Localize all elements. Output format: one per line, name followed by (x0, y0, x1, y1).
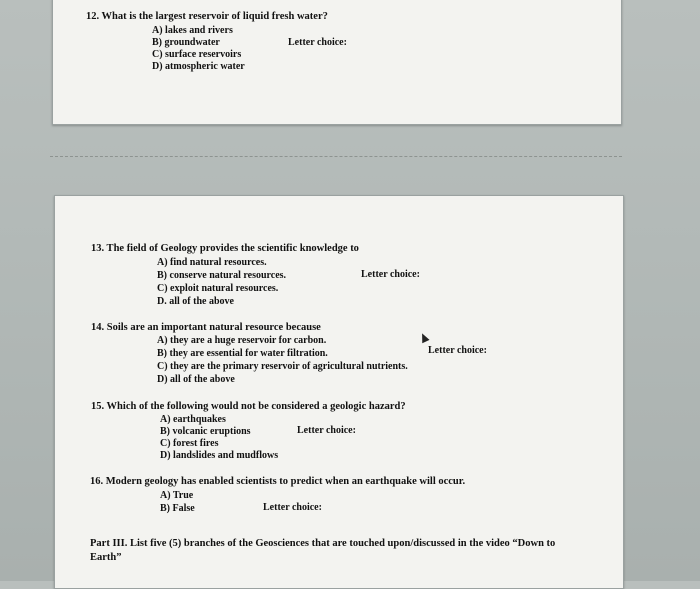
q12-option-a: A) lakes and rivers (152, 25, 233, 36)
q13-option-b: B) conserve natural resources. (157, 270, 287, 281)
q14-option-a: A) they are a huge reservoir for carbon. (157, 335, 327, 346)
q14-question: 14. Soils are an important natural resource because (91, 322, 321, 333)
page-separator (50, 156, 622, 157)
q12-option-b: B) groundwater (152, 37, 220, 48)
q14-letter-choice: Letter choice: (428, 345, 487, 356)
q12-option-c: C) surface reservoirs (152, 49, 242, 60)
q16-question: 16. Modern geology has enabled scientists to predict when an earthquake will occur. (90, 476, 466, 487)
q12-letter-choice: Letter choice: (288, 37, 347, 48)
q13-question: 13. The field of Geology provides the scientific knowledge to (91, 243, 359, 254)
q15-option-b: B) volcanic eruptions (160, 426, 251, 437)
q16-option-b: B) False (160, 503, 195, 514)
q13-option-a: A) find natural resources. (157, 257, 267, 268)
q15-question: 15. Which of the following would not be considered a geologic hazard? (91, 401, 406, 412)
q16-letter-choice: Letter choice: (263, 502, 322, 513)
q15-letter-choice: Letter choice: (297, 425, 356, 436)
q15-option-c: C) forest fires (160, 438, 219, 449)
q15-option-a: A) earthquakes (160, 414, 226, 425)
q14-option-b: B) they are essential for water filtration. (157, 348, 328, 359)
q13-option-c: C) exploit natural resources. (157, 283, 279, 294)
q14-option-d: D) all of the above (157, 374, 235, 385)
q13-letter-choice: Letter choice: (361, 269, 420, 280)
q15-option-d: D) landslides and mudflows (160, 450, 279, 461)
q12-option-d: D) atmospheric water (152, 61, 245, 72)
part3-instructions-cont: Earth” (90, 552, 122, 563)
q16-option-a: A) True (160, 490, 194, 501)
q13-option-d: D. all of the above (157, 296, 234, 307)
q12-question: 12. What is the largest reservoir of liquid fresh water? (86, 11, 328, 22)
q14-option-c: C) they are the primary reservoir of agricultural nutrients. (157, 361, 408, 372)
part3-instructions: Part III. List five (5) branches of the Geosciences that are touched upon/discussed in the video “Down to (90, 538, 556, 549)
